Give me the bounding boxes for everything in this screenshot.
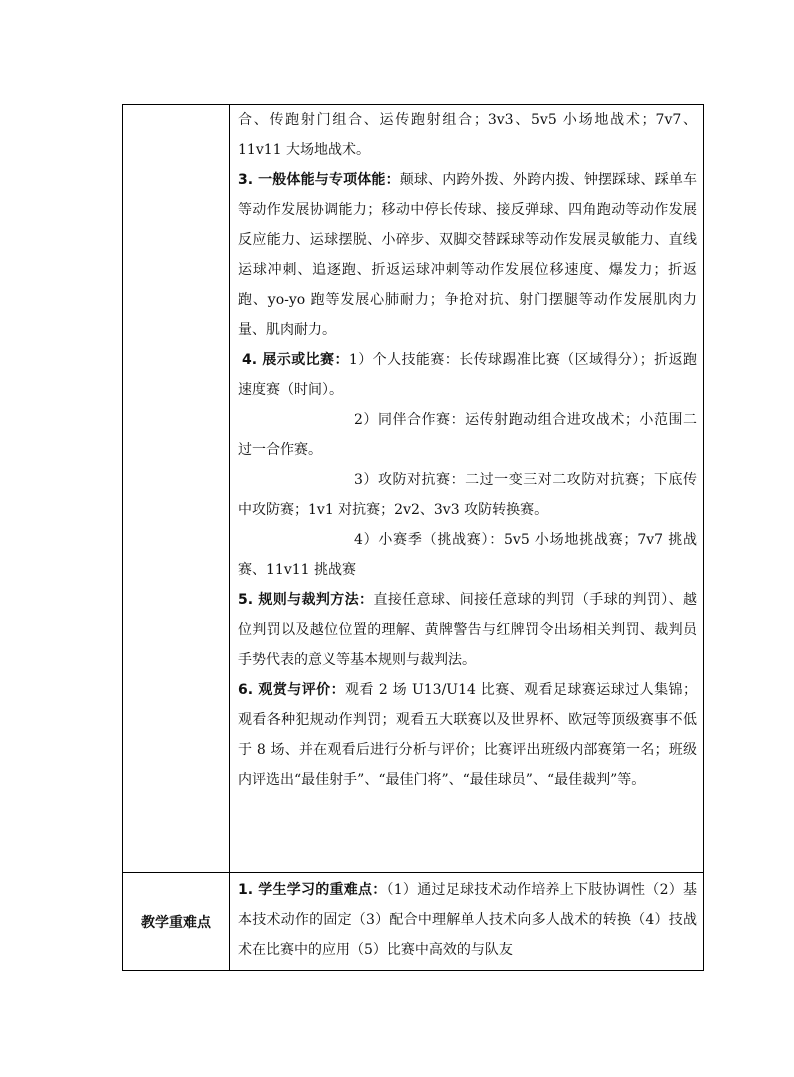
item-3-text: 颠球、内跨外拨、外跨内拨、钟摆踩球、踩单车等动作发展协调能力；移动中停长传球、接反弹球、四角跑动等动作发展反应能力、运球摆脱、小碎步、双脚交替踩球等动作发展灵敏能力、直线运球冲刺、追逐跑、折返运球冲刺等动作发展位移速度、爆发力；折返跑、yo-yo 跑等发展心肺耐力；争抢对抗、射门摆腿等动作发展肌肉力量、肌肉耐力。 (238, 172, 697, 338)
item-6-text: 观看 2 场 U13/U14 比赛、观看足球赛运球过人集锦；观看各种犯规动作判罚；观看五大联赛以及世界杯、欧冠等顶级赛事不低于 8 场、并在观看后进行分析与评价；比赛评出班级内部赛第一名；班级内评选出“最佳射手”、“最佳门将”、“最佳球员”、“最佳裁判”等。 (238, 682, 698, 788)
item-6-heading: 6. 观赏与评价： (238, 682, 346, 698)
item-4-line-3: 3）攻防对抗赛：二过一变三对二攻防对抗赛；下底传中攻防赛；1v1 对抗赛；2v2、3v3 攻防转换赛。 (238, 472, 697, 518)
content-body (230, 873, 703, 965)
difficulty-paragraph (238, 875, 697, 965)
item-3-paragraph (238, 165, 697, 345)
item-5-paragraph (238, 585, 697, 675)
item-5-heading: 5. 规则与裁判方法： (238, 592, 374, 608)
difficulty-text: （1）通过足球技术动作培养上下肢协调性（2）基本技术动作的固定（3）配合中理解单人技术向多人战术的转换（4）技战术在比赛中的应用（5）比赛中高效的与队友 (238, 882, 697, 958)
item-4-paragraph (238, 345, 697, 405)
item-3-heading: 3. 一般体能与专项体能： (238, 172, 400, 188)
item-5-text: 直接任意球、间接任意球的判罚（手球的判罚）、越位判罚以及越位位置的理解、黄牌警告与红牌罚令出场相关判罚、裁判员手势代表的意义等基本规则与裁判法。 (238, 592, 697, 668)
item-4-line-2: 2）同伴合作赛：运传射跑动组合进攻战术；小范围二过一合作赛。 (238, 412, 697, 458)
table-row (123, 873, 704, 971)
item-4-heading: 4. 展示或比赛： (242, 352, 349, 368)
content-body (230, 105, 703, 795)
continuation-paragraph: 合、传跑射门组合、运传跑射组合；3v3、5v5 小场地战术；7v7、11v11 大场地战术。 (238, 112, 697, 158)
item-6-paragraph (238, 675, 697, 795)
section-label: 教学重难点 (141, 914, 211, 931)
item-4-line-1: 1）个人技能赛：长传球踢准比赛（区域得分）；折返跑速度赛（时间）。 (238, 352, 697, 398)
table-row (123, 105, 704, 873)
content-cell (230, 873, 704, 971)
lesson-plan-table (122, 104, 704, 971)
label-cell-key-difficulties (123, 873, 230, 971)
difficulty-heading: 1. 学生学习的重难点： (238, 882, 387, 898)
label-cell-empty (123, 105, 230, 873)
content-cell (230, 105, 704, 873)
item-4-line-4: 4）小赛季（挑战赛）：5v5 小场地挑战赛；7v7 挑战赛、11v11 挑战赛 (238, 532, 697, 578)
